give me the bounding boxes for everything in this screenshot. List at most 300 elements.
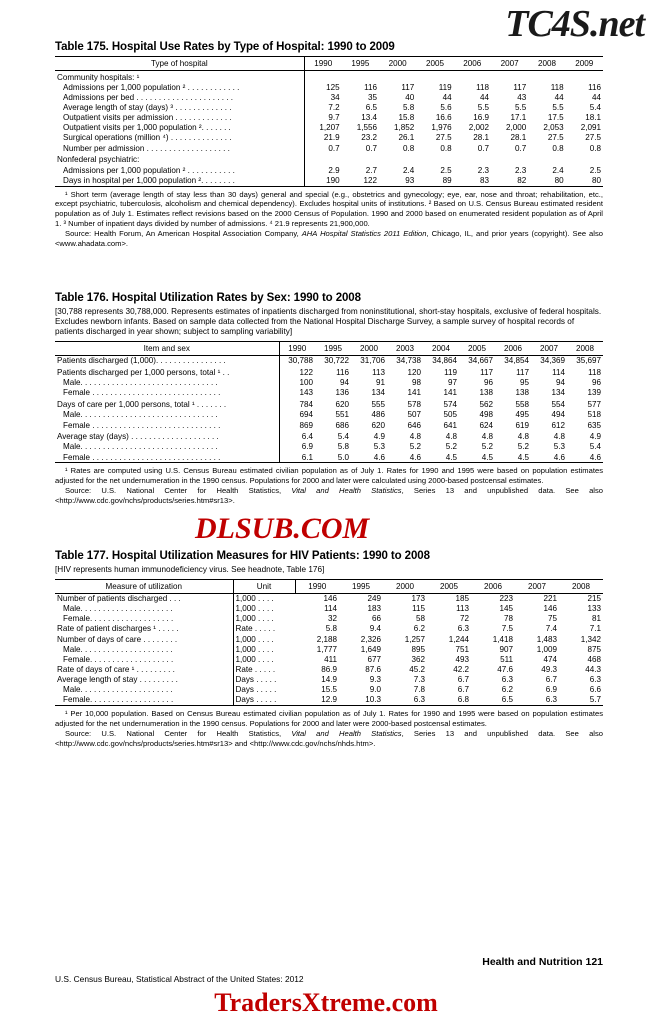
data-cell: 27.5 [585, 133, 601, 143]
table-177-body [55, 593, 603, 706]
data-cell: 411 [324, 654, 337, 664]
data-cell: 5.3 [553, 442, 565, 452]
data-cell [342, 153, 379, 165]
data-cell: 75 [547, 614, 557, 624]
data-cell: 694 [279, 410, 315, 420]
col-header: 1995 [315, 342, 351, 356]
data-cell: 5.4 [337, 432, 349, 442]
table-row [55, 82, 603, 92]
table-row [55, 655, 603, 665]
data-cell: 875 [587, 644, 601, 654]
data-cell [454, 153, 491, 165]
data-cell: 89 [416, 175, 453, 186]
col-header: 1990 [295, 580, 339, 594]
data-cell: 47.6 [497, 664, 513, 674]
data-cell: 612 [551, 420, 565, 430]
data-cell: 9.4 [369, 624, 381, 634]
data-cell: 40 [405, 92, 415, 102]
col-header: 2006 [495, 342, 531, 356]
table-row [55, 70, 603, 82]
row-unit: 1,000 . . . . [233, 593, 295, 604]
col-header: 2006 [471, 580, 515, 594]
data-cell: 183 [367, 604, 381, 614]
data-cell: 2,002 [468, 123, 489, 133]
data-cell: 4.6 [531, 452, 567, 463]
data-cell: 146 [543, 604, 557, 614]
table-175-title: Table 175. Hospital Use Rates by Type of Hospital: 1990 to 2009 [55, 41, 395, 53]
col-header: 1990 [279, 342, 315, 356]
page-content [55, 0, 603, 749]
table-176-footnotes [55, 466, 603, 505]
table-177-title: Table 177. Hospital Utilization Measures for HIV Patients: 1990 to 2008 [55, 549, 430, 562]
data-cell: 620 [371, 420, 385, 430]
row-label: Admissions per 1,000 population ² . . . . . . . . . . . [63, 165, 235, 175]
data-cell: 44 [554, 92, 564, 102]
row-label: Outpatient visits per 1,000 population ². . . . . . . [63, 123, 231, 133]
footnote: ¹ Rates are computed using U.S. Census Bureau estimated civilian population as of July 1. Rates for 1990 and 1995 were based on population estimates adjusted for the net undernumeration in the 1990 census. Populations for 2000 and later were calculated using 2000-based postcensal estimates. [55, 466, 603, 486]
table-row [55, 175, 603, 186]
data-cell: 6.3 [383, 695, 427, 706]
col-header: 2006 [454, 57, 491, 71]
page-section-label: Health and Nutrition 121 [482, 956, 603, 968]
row-label: Number per admission . . . . . . . . . . . . . . . . . . . [63, 143, 230, 153]
data-cell: 15.5 [321, 685, 337, 695]
data-cell: 5.8 [337, 442, 349, 452]
data-cell [454, 70, 491, 82]
data-cell: 362 [411, 654, 425, 664]
table-176 [55, 341, 603, 463]
table-row [55, 420, 603, 430]
col-header: 2008 [559, 580, 603, 594]
data-cell: 624 [479, 420, 493, 430]
data-cell: 4.8 [445, 432, 457, 442]
data-cell [566, 153, 603, 165]
row-unit: Days . . . . . [233, 675, 295, 685]
data-cell: 1,556 [356, 123, 377, 133]
data-cell: 141 [443, 388, 457, 398]
data-cell: 495 [515, 410, 529, 420]
data-cell: 1,244 [448, 634, 469, 644]
data-cell: 5.5 [477, 102, 489, 112]
data-cell: 94 [555, 378, 565, 388]
table-175-block [55, 41, 603, 249]
col-header: 2000 [351, 342, 387, 356]
data-cell: 14.9 [321, 675, 337, 685]
data-cell: 5.2 [481, 442, 493, 452]
data-cell: 5.5 [515, 102, 527, 112]
data-cell: 80 [566, 175, 603, 186]
data-cell: 620 [335, 400, 349, 410]
data-cell [342, 70, 379, 82]
row-label: Average length of stay (days) ³ . . . . . . . . . . . . . [63, 102, 232, 112]
source-prefix: Source: U.S. National Center for Health Statistics, [65, 486, 292, 496]
source-italic: Vital and Health Statistics [291, 728, 402, 738]
data-cell: 143 [279, 388, 315, 398]
table-177-footnotes [55, 709, 603, 748]
data-cell: 6.7 [545, 675, 557, 685]
row-unit: 1,000 . . . . [233, 644, 295, 654]
data-cell: 5.2 [517, 442, 529, 452]
data-cell: 4.6 [387, 452, 423, 463]
col-header: 2004 [423, 342, 459, 356]
data-cell: 122 [279, 366, 315, 378]
data-cell: 45.2 [409, 664, 425, 674]
data-cell: 4.9 [589, 432, 601, 442]
data-cell: 0.7 [365, 143, 377, 153]
table-177-block [55, 550, 603, 749]
data-cell: 7.3 [413, 675, 425, 685]
data-cell: 6.5 [471, 695, 515, 706]
data-cell: 44 [479, 92, 489, 102]
data-cell: 5.8 [403, 102, 415, 112]
table-row [55, 685, 603, 695]
data-cell: 1,483 [536, 634, 557, 644]
table-row [55, 695, 603, 706]
data-cell: 784 [279, 398, 315, 410]
data-cell: 2.3 [515, 165, 527, 175]
data-cell: 66 [371, 614, 381, 624]
row-label: Average length of stay . . . . . . . . . [57, 675, 178, 685]
data-cell: 31,706 [360, 356, 385, 366]
data-cell [304, 153, 341, 165]
data-cell: 215 [587, 594, 601, 603]
data-cell: 0.8 [440, 143, 452, 153]
data-cell: 1,649 [360, 644, 381, 654]
data-cell: 118 [550, 82, 564, 92]
row-label: Nonfederal psychiatric: [57, 155, 140, 165]
data-cell: 6.3 [589, 675, 601, 685]
col-header: 2000 [379, 57, 416, 71]
data-cell: 49.3 [541, 664, 557, 674]
data-cell: 0.7 [515, 143, 527, 153]
data-cell: 554 [551, 400, 565, 410]
data-cell: 7.5 [501, 624, 513, 634]
data-cell [566, 70, 603, 82]
data-cell: 30,788 [279, 355, 315, 366]
data-cell: 30,722 [324, 356, 349, 366]
col-header: 1990 [304, 57, 341, 71]
row-label: Days in hospital per 1,000 population ². . . . . . . . [55, 175, 304, 186]
data-cell: 555 [371, 400, 385, 410]
data-cell: 6.7 [457, 675, 469, 685]
data-cell: 2.5 [589, 165, 601, 175]
table-row [55, 143, 603, 153]
data-cell: 82 [491, 175, 528, 186]
table-row [55, 103, 603, 113]
data-cell: 9.0 [369, 685, 381, 695]
row-label: Outpatient visits per admission . . . . . . . . . . . . . [63, 113, 232, 123]
data-cell [416, 153, 453, 165]
data-cell: 6.9 [545, 685, 557, 695]
source-note [55, 729, 603, 749]
data-cell: 505 [443, 410, 457, 420]
data-cell: 118 [476, 82, 489, 92]
col-header: Item and sex [55, 342, 279, 356]
table-176-body [55, 355, 603, 463]
data-cell [528, 153, 565, 165]
source-suffix: , Series 13 and unpublished data. See also <http://www.cdc.gov/nchs/products/series.htm#sr13> and <http://www.cdc.gov/nchs/nhds.htm>. [55, 728, 604, 748]
data-cell: 249 [367, 594, 381, 603]
data-cell: 34,738 [396, 356, 421, 366]
data-cell: 133 [587, 604, 601, 614]
data-cell: 98 [411, 378, 421, 388]
data-cell: 190 [304, 175, 341, 186]
data-cell: 91 [375, 378, 385, 388]
data-cell: 677 [367, 654, 381, 664]
data-cell: 26.1 [398, 133, 415, 143]
row-unit: 1,000 . . . . [233, 634, 295, 644]
data-cell: 2.4 [552, 165, 564, 175]
row-label: Female. . . . . . . . . . . . . . . . . . . [63, 614, 174, 624]
data-cell [379, 70, 416, 82]
data-cell: 119 [438, 82, 452, 92]
col-header: 1995 [339, 580, 383, 594]
table-175-header-row [55, 57, 603, 71]
data-cell: 17.5 [547, 113, 564, 123]
col-header: 2000 [383, 580, 427, 594]
data-cell: 2.9 [304, 165, 341, 175]
row-label: Male. . . . . . . . . . . . . . . . . . . . . [63, 644, 173, 654]
data-cell: 119 [444, 368, 457, 378]
data-cell: 42.2 [453, 664, 469, 674]
table-175-body [55, 70, 603, 186]
table-row [55, 644, 603, 654]
data-cell: 78 [503, 614, 513, 624]
table-row [55, 675, 603, 685]
data-cell: 2,188 [316, 634, 337, 644]
data-cell: 6.7 [457, 685, 469, 695]
data-cell: 43 [517, 92, 527, 102]
table-row [55, 133, 603, 143]
col-header: Unit [233, 580, 295, 594]
data-cell: 13.4 [361, 113, 377, 123]
table-row [55, 430, 603, 442]
col-header: 2008 [528, 57, 565, 71]
data-cell: 141 [407, 388, 421, 398]
data-cell: 1,342 [580, 634, 601, 644]
data-cell: 1,257 [404, 634, 425, 644]
data-cell: 146 [323, 594, 337, 603]
col-header: 2005 [416, 57, 453, 71]
data-cell: 751 [455, 644, 469, 654]
data-cell: 6.2 [501, 685, 513, 695]
data-cell: 4.8 [481, 432, 493, 442]
col-header: 2008 [567, 342, 603, 356]
data-cell: 18.1 [585, 113, 601, 123]
data-cell: 4.6 [351, 452, 387, 463]
footnote: ¹ Short term (average length of stay less than 30 days) general and special (e.g., obstetrics and gynecology; eye, ear, nose and throat; rehabilitation, etc., except psychiatric, tuberculosis, alcoholism and chemical dependency). Excludes hospital units of institutions. ² Based on U.S. Census Bureau estimated resident population as of July 1. Estimates reflect revisions based on the 2000 Census of Population. 1990 and 2000 based on enumerated resident population as of April 1. ³ Number of inpatient days divided by number of admissions. ⁴ 21.9 represents 21,900,000. [55, 189, 603, 229]
data-cell: 641 [443, 420, 457, 430]
data-cell [379, 153, 416, 165]
data-cell: 4.5 [495, 452, 531, 463]
table-row [55, 614, 603, 624]
data-cell: 2,000 [506, 123, 527, 133]
data-cell: 94 [339, 378, 349, 388]
data-cell: 113 [372, 368, 385, 378]
row-unit: Rate . . . . . [233, 624, 295, 634]
row-unit: 1,000 . . . . [233, 614, 295, 624]
col-header: 2007 [491, 57, 528, 71]
data-cell: 16.6 [435, 113, 452, 123]
data-cell: 7.4 [545, 624, 557, 634]
table-177 [55, 579, 603, 706]
page-footer [55, 956, 603, 984]
row-label: Male. . . . . . . . . . . . . . . . . . . . . . . . . . . . . . . [63, 378, 218, 388]
row-label: Admissions per bed . . . . . . . . . . . . . . . . . . . . . . [63, 92, 234, 102]
table-row [55, 123, 603, 133]
data-cell: 134 [551, 388, 565, 398]
data-cell: 35,697 [576, 356, 601, 366]
data-cell: 6.3 [457, 624, 469, 634]
row-label: Rate of days of care ¹ . . . . . . . . . [57, 664, 175, 674]
data-cell: 100 [279, 378, 315, 388]
data-cell: 5.6 [440, 102, 452, 112]
data-cell: 2,091 [580, 123, 601, 133]
col-header: 2009 [566, 57, 603, 71]
data-cell: 87.6 [365, 664, 381, 674]
data-cell: 10.3 [339, 695, 383, 706]
source-prefix: Source: Health Forum, An American Hospital Association Company, [65, 228, 302, 238]
data-cell: 577 [587, 400, 601, 410]
data-cell: 117 [513, 82, 527, 92]
data-cell: 185 [455, 594, 469, 603]
data-cell: 86.9 [321, 664, 337, 674]
data-cell: 34,864 [432, 356, 457, 366]
data-cell [416, 70, 453, 82]
data-cell: 120 [407, 368, 421, 378]
data-cell: 114 [324, 604, 337, 614]
data-cell: 7.1 [589, 624, 601, 634]
watermark-middle: DLSUB.COM [195, 512, 370, 545]
data-cell: 4.8 [409, 432, 421, 442]
data-cell: 117 [480, 368, 493, 378]
data-cell: 34,369 [540, 356, 565, 366]
row-label: Female . . . . . . . . . . . . . . . . . . . . . . . . . . . . . [63, 420, 221, 430]
source-prefix: Source: U.S. National Center for Health Statistics, [65, 728, 292, 738]
data-cell: 117 [516, 368, 529, 378]
data-cell: 7.8 [413, 685, 425, 695]
table-row [55, 665, 603, 675]
data-cell: 0.7 [477, 143, 489, 153]
source-note [55, 229, 603, 249]
data-cell: 221 [543, 594, 557, 603]
data-cell: 486 [371, 410, 385, 420]
table-177-header-row [55, 580, 603, 594]
table-row [55, 398, 603, 410]
data-cell: 28.1 [473, 133, 489, 143]
data-cell: 1,009 [536, 644, 557, 654]
data-cell: 0.8 [552, 143, 564, 153]
data-cell: 5.2 [409, 442, 421, 452]
data-cell: 5.3 [373, 442, 385, 452]
data-cell: 23.2 [361, 133, 377, 143]
data-cell: 6.3 [501, 675, 513, 685]
row-unit: Days . . . . . [233, 685, 295, 695]
footnote: ¹ Per 10,000 population. Based on Census Bureau estimated civilian population as of July 1. Rates for 1990 and 1995 were based on population estimates adjusted for the net undernumeration in the 1990 census. Populations for 2000 and later were 2000-based postcensal estimates. [55, 709, 603, 729]
data-cell [528, 70, 565, 82]
data-cell: 35 [367, 92, 377, 102]
row-label: Female . . . . . . . . . . . . . . . . . . . . . . . . . . . . . [55, 452, 279, 463]
data-cell: 44 [442, 92, 452, 102]
data-cell: 125 [304, 82, 341, 92]
data-cell: 895 [411, 644, 425, 654]
data-cell: 1,852 [394, 123, 415, 133]
data-cell: 551 [335, 410, 349, 420]
data-cell: 468 [587, 654, 601, 664]
data-cell: 2,326 [360, 634, 381, 644]
row-unit: 1,000 . . . . [233, 655, 295, 665]
data-cell: 562 [479, 400, 493, 410]
data-cell: 34,854 [504, 356, 529, 366]
data-cell: 95 [519, 378, 529, 388]
data-cell [304, 70, 341, 82]
data-cell: 493 [455, 654, 469, 664]
data-cell: 869 [279, 420, 315, 430]
data-cell: 9.3 [369, 675, 381, 685]
source-note [55, 486, 603, 506]
data-cell: 646 [407, 420, 421, 430]
data-cell: 6.8 [427, 695, 471, 706]
data-cell: 6.2 [413, 624, 425, 634]
col-header: 2007 [531, 342, 567, 356]
data-cell: 5.7 [559, 695, 603, 706]
data-cell: 118 [588, 368, 601, 378]
data-cell: 1,976 [431, 123, 452, 133]
data-cell: 4.8 [517, 432, 529, 442]
row-label: Female. . . . . . . . . . . . . . . . . . . [55, 695, 233, 706]
data-cell: 0.7 [304, 143, 341, 153]
data-cell: 498 [479, 410, 493, 420]
watermark-top-right: TC4S.net [505, 3, 644, 45]
data-cell: 138 [515, 388, 529, 398]
data-cell: 5.5 [552, 102, 564, 112]
data-cell: 34,667 [468, 356, 493, 366]
data-cell: 5.2 [445, 442, 457, 452]
data-cell: 518 [587, 410, 601, 420]
data-cell: 15.8 [398, 113, 415, 123]
data-cell: 97 [447, 378, 457, 388]
publication-line: U.S. Census Bureau, Statistical Abstract of the United States: 2012 [55, 974, 304, 984]
data-cell: 1,207 [304, 123, 341, 133]
data-cell: 21.9 [304, 133, 341, 143]
data-cell: 72 [459, 614, 469, 624]
table-176-headnote: [30,788 represents 30,788,000. Represents estimates of inpatients discharged from noninstitutional, short-stay hospitals, exclusive of federal hospitals. Excludes newborn infants. Based on sample data collected from the National Hospital Discharge Survey, a sample survey of hospital records of patients discharged in year shown; subject to sampling variability] [55, 306, 602, 337]
data-cell: 138 [479, 388, 493, 398]
data-cell: 5.8 [325, 624, 337, 634]
data-cell: 4.5 [459, 452, 495, 463]
data-cell: 12.9 [295, 695, 339, 706]
data-cell: 4.6 [567, 452, 603, 463]
data-cell: 1,418 [492, 634, 513, 644]
data-cell: 494 [551, 410, 565, 420]
data-cell: 116 [364, 82, 377, 92]
data-cell: 17.1 [510, 113, 527, 123]
row-label: Number of patients discharged . . . [57, 594, 181, 603]
row-label: Male. . . . . . . . . . . . . . . . . . . . . . . . . . . . . . . [63, 410, 218, 420]
data-cell: 6.3 [515, 695, 559, 706]
data-cell: 907 [499, 644, 513, 654]
source-suffix: , Series 13 and unpublished data. See also <http://www.cdc.gov/nchs/products/series.htm#sr13>. [55, 486, 604, 506]
row-label: Average stay (days) . . . . . . . . . . . . . . . . . . . . [57, 432, 219, 442]
col-header: Measure of utilization [55, 580, 233, 594]
row-label: Male. . . . . . . . . . . . . . . . . . . . . . . . . . . . . . . [63, 442, 218, 452]
data-cell: 619 [515, 420, 529, 430]
data-cell: 28.1 [510, 133, 527, 143]
table-row [55, 388, 603, 398]
data-cell: 34 [304, 93, 341, 103]
data-cell: 578 [407, 400, 421, 410]
data-cell [491, 153, 528, 165]
